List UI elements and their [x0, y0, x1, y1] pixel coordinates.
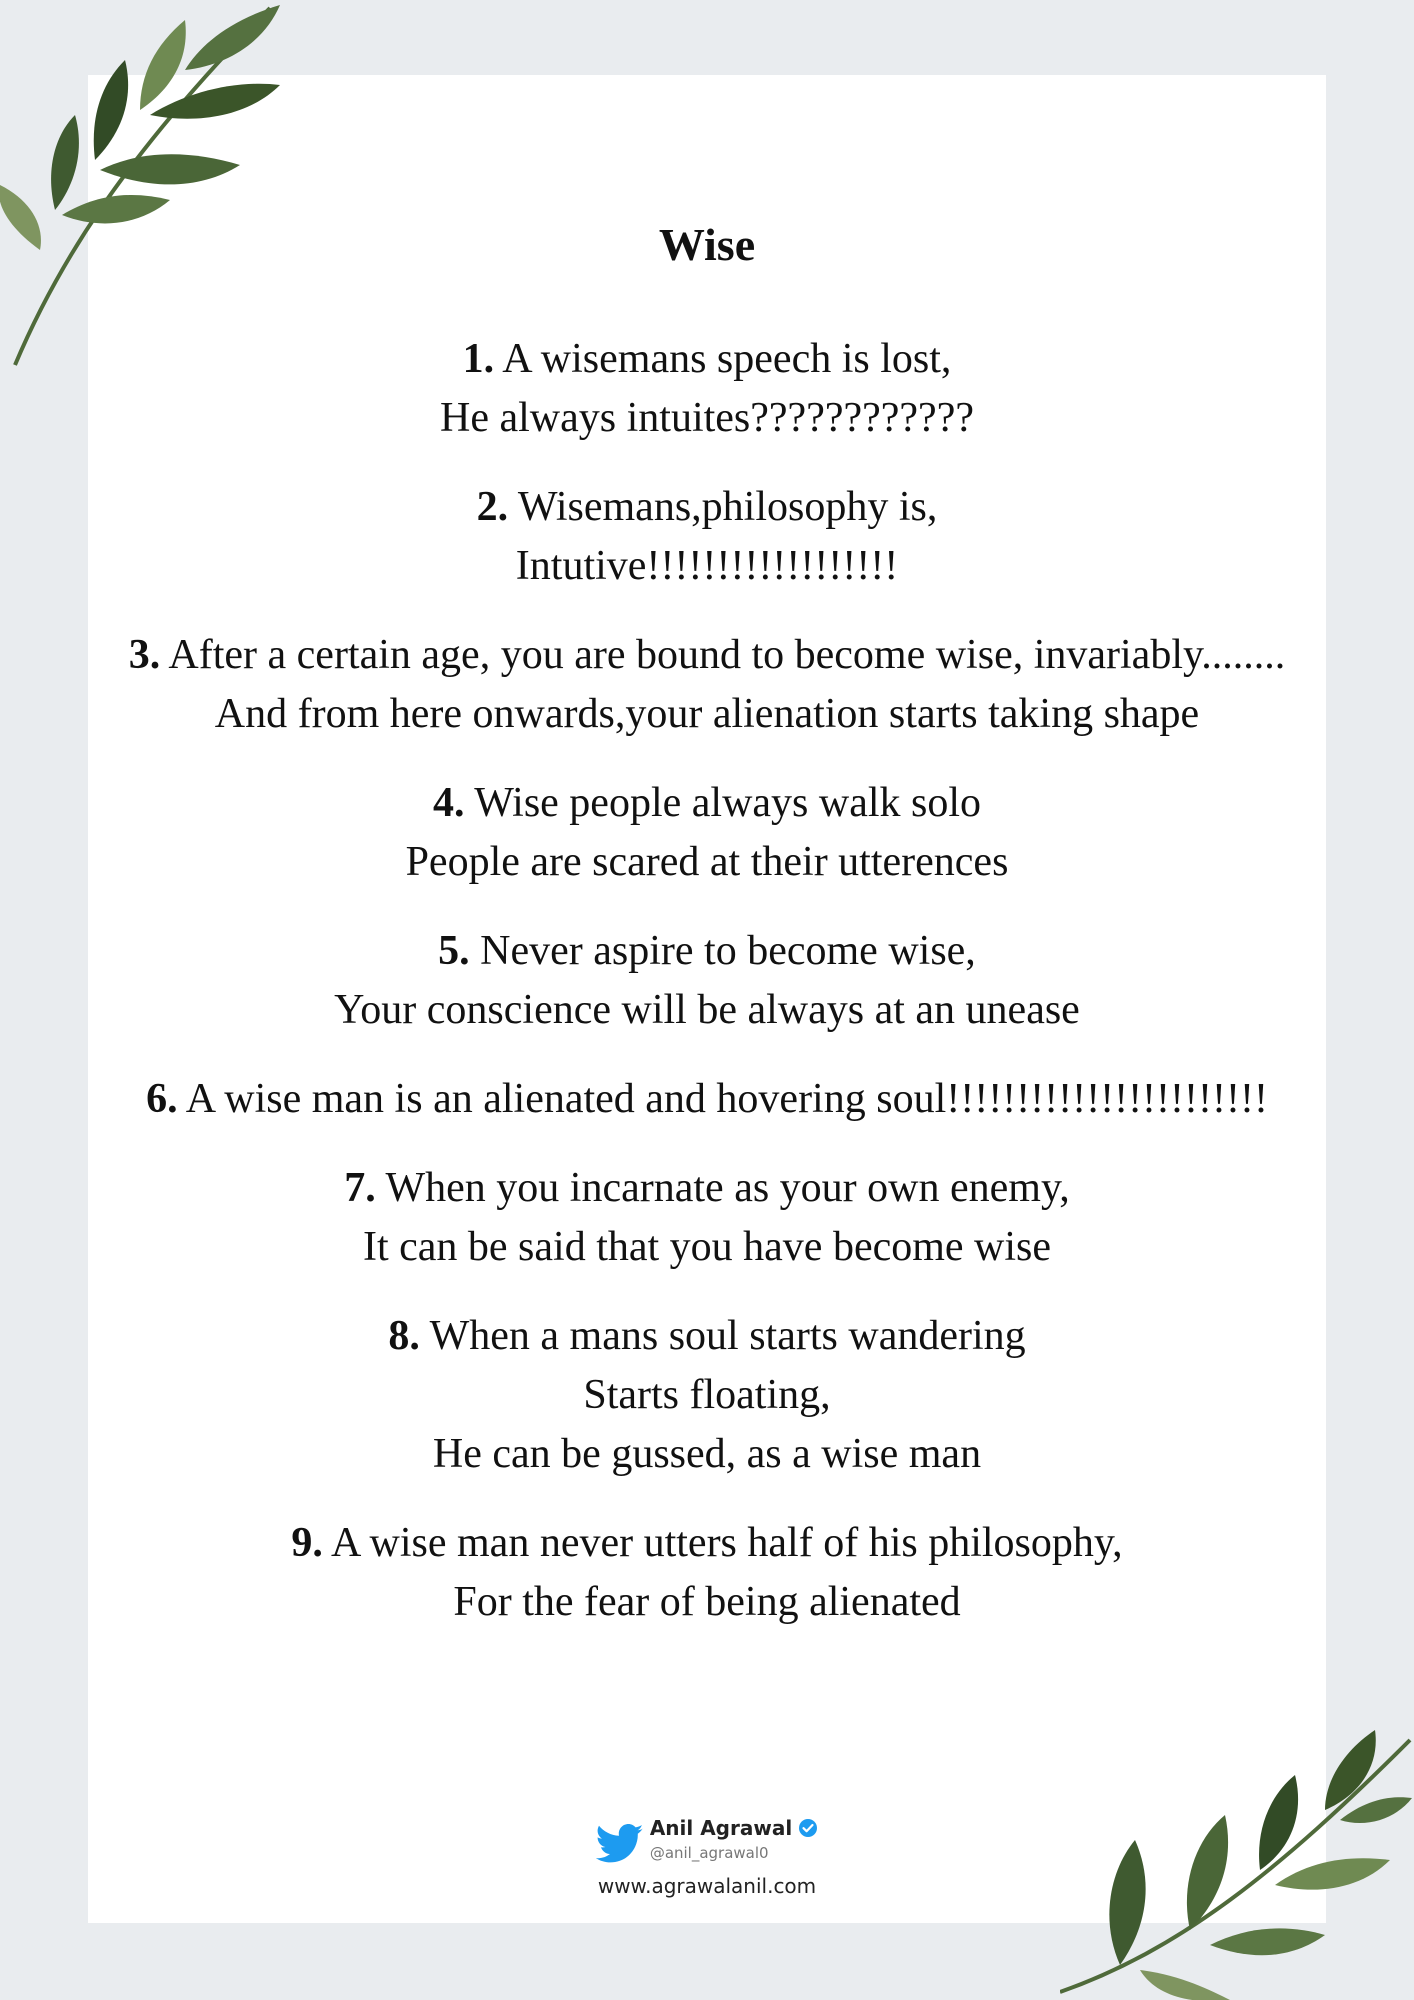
author-name-row: [650, 1816, 818, 1840]
stanza-line-text: Never aspire to become wise,: [480, 928, 976, 974]
stanza-line: [60, 626, 1354, 685]
stanza-number: 7.: [344, 1165, 376, 1211]
author-footer: [0, 1816, 1414, 1898]
stanza-line: [60, 1514, 1354, 1573]
stanza: [60, 330, 1354, 448]
stanza-line: [60, 685, 1354, 744]
verified-badge-icon: [798, 1818, 818, 1838]
stanza-line: [60, 1307, 1354, 1366]
stanza-line-text: A wise man never utters half of his philosophy,: [331, 1520, 1123, 1566]
stanza: [60, 1307, 1354, 1484]
stanza-line-text: When a mans soul starts wandering: [429, 1313, 1026, 1359]
stanza-line-text: Your conscience will be always at an unease: [334, 987, 1080, 1033]
author-block: [596, 1816, 818, 1864]
stanza-line: [60, 774, 1354, 833]
author-name: Anil Agrawal: [649, 1816, 793, 1840]
stanza-number: 3.: [128, 632, 161, 678]
stanza-line-text: For the fear of being alienated: [453, 1579, 961, 1625]
stanza-line: [60, 537, 1354, 596]
stanza: [60, 1159, 1354, 1277]
stanza-number: 9.: [291, 1520, 323, 1566]
stanza-line: [60, 1366, 1354, 1425]
stanza-number: 1.: [462, 336, 495, 382]
stanza-line-text: People are scared at their utterences: [405, 839, 1009, 885]
stanza: [60, 1514, 1354, 1632]
stanza-line: [60, 922, 1354, 981]
stanza-line: [60, 1573, 1354, 1632]
stanza: [60, 626, 1354, 744]
stanza-line-text: After a certain age, you are bound to become wise, invariably........: [168, 632, 1286, 678]
stanza-line: [60, 1159, 1354, 1218]
stanza-line: [60, 981, 1354, 1040]
stanza-number: 2.: [476, 484, 509, 530]
stanza-number: 6.: [146, 1076, 178, 1122]
stanza-line-text: He always intuites????????????: [440, 395, 974, 441]
stanza-line-text: Wise people always walk solo: [474, 780, 982, 826]
page-title: Wise: [658, 219, 756, 270]
twitter-bird-icon: [596, 1824, 644, 1864]
stanza-number: 5.: [438, 928, 470, 974]
stanza-line-text: He can be gussed, as a wise man: [432, 1431, 982, 1477]
stanza-line-text: Starts floating,: [583, 1372, 831, 1418]
author-handle[interactable]: @anil_agrawal0: [649, 1844, 769, 1862]
stanza: [60, 774, 1354, 892]
stanza: [60, 478, 1354, 596]
stanza: [60, 922, 1354, 1040]
stanza-number: 4.: [432, 780, 465, 826]
stanza-line: [60, 1218, 1354, 1277]
stanza-line-text: A wisemans speech is lost,: [502, 336, 952, 382]
stanza-line: [60, 1070, 1354, 1129]
stanza-line: [60, 833, 1354, 892]
stanza: [60, 1070, 1354, 1129]
website-link[interactable]: www.agrawalanil.com: [597, 1874, 817, 1898]
stanza-line-text: Wisemans,philosophy is,: [517, 484, 938, 530]
author-text: [650, 1816, 818, 1862]
stanza-line-text: A wise man is an alienated and hovering soul!!!!!!!!!!!!!!!!!!!!!!!: [185, 1076, 1268, 1122]
stanza-line-text: And from here onwards,your alienation starts taking shape: [214, 691, 1200, 737]
stanza-line: [60, 478, 1354, 537]
stanza-number: 8.: [388, 1313, 420, 1359]
stanza-line: [60, 389, 1354, 448]
stanza-line-text: Intutive!!!!!!!!!!!!!!!!!!: [515, 543, 899, 589]
stanza-line: [60, 330, 1354, 389]
leaf-branch-top-left-icon: [0, 0, 300, 380]
stanza-line-text: When you incarnate as your own enemy,: [385, 1165, 1070, 1211]
stanza-line: [60, 1425, 1354, 1484]
stanza-line-text: It can be said that you have become wise: [362, 1224, 1052, 1270]
poem-body: [60, 330, 1354, 1662]
